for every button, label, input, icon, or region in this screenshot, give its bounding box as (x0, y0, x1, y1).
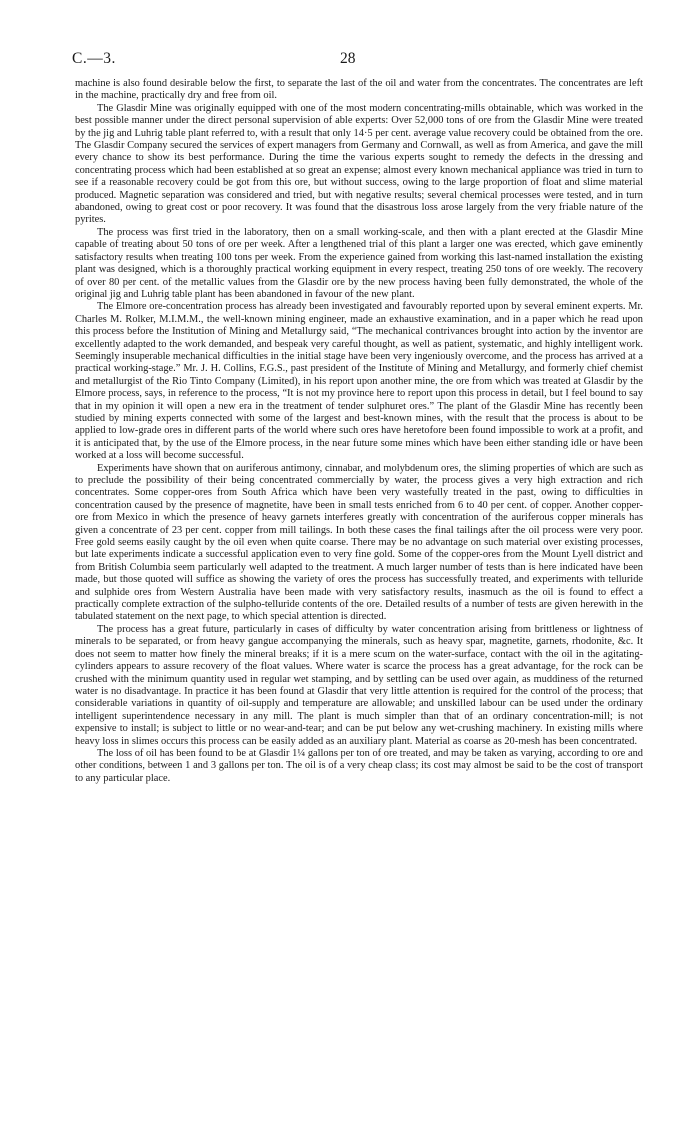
document-reference: C.—3. (72, 50, 116, 67)
paragraph-process-trials: The process was first tried in the laboratory, then on a small working-scale, and then with a plant erected at the Glasdir Mine capable of treating about 50 tons of ore per week. After a lengthened trial of this plant a larger one was erected, which gave eminently satisfactory results when treating 100 tons per week. From the experience gained from working this last-named installation the existing plant was designed, which is a thoroughly practical working equipment in every respect, treating 250 tons of ore weekly. The recovery of over 80 per cent. of the metallic values from the Glasdir ore by the new process having been fully demonstrated, the whole of the original jig and Luhrig table plant has been abandoned in favour of the new plant. (75, 226, 643, 300)
paragraph-oil-loss: The loss of oil has been found to be at Glasdir 1¼ gallons per ton of ore treated, and may be taken as varying, according to ore and other conditions, between 1 and 3 gallons per ton. The oil is of a very cheap class; its cost may almost be said to be the cost of transport to any particular place. (75, 747, 643, 784)
paragraph-process-future: The process has a great future, particularly in cases of difficulty by water concentration arising from brittleness or lightness of minerals to be separated, or from heavy gangue accompanying the minerals, such as heavy spar, magnetite, garnets, rhodonite, &c. It does not seem to matter how finely the mineral breaks; if it is a mere scum on the water-surface, contact with the oil in the agitating-cylinders appears to assure recovery of the float values. Where water is scarce the process has a great advantage, for the rock can be crushed with the minimum quantity used in regular wet stamping, and by settling can be used over again, as muddiness of the returned water is no disadvantage. In practice it has been found at Glasdir that very little attention is required for the control of the process; that considerable variations in quantity of oil-supply and temperature are allowable; and unskilled labour can be used under the ordinary intelligent superintendence necessary in any mill. The plant is much simpler than that of an ordinary concentration-mill; is not expensive to install; is subject to little or no wear-and-tear; and can be put below any wet-crushing machinery. In existing mills where heavy loss in slimes occurs this process can be easily added as an auxiliary plant. Material as coarse as 20-mesh has been concentrated. (75, 623, 643, 747)
page-header (72, 50, 642, 70)
paragraph-experiments: Experiments have shown that on auriferous antimony, cinnabar, and molybdenum ores, the sliming properties of which are such as to preclude the possibility of their being concentrated commercially by water, the process gives a very high extraction and rich concentrates. Some copper-ores from South Africa which have been very wastefully treated in the past, owing to difficulties in concentration caused by the presence of magnetite, have been in small tests enriched from 6 to 40 per cent. of copper. Another copper-ore from Mexico in which the presence of heavy garnets interferes greatly with concentration of the auriferous copper minerals has given a concentrate of 23 per cent. copper from mill tailings. In both these cases the final tailings after the oil process were very poor. Free gold seems easily caught by the oil even when quite coarse. There may be no advantage on such material over existing processes, but late experiments indicate a successful application even to very fine gold. Some of the copper-ores from the Mount Lyell district and from British Columbia seem particularly well adapted to the treatment. A much larger number of tests than is here indicated have been made, but those quoted will suffice as showing the variety of ores the process has successfully treated, and experiments with telluride and sulphide ores from Western Australia have been made with very satisfactory results, inasmuch as the oil is found to effect a practically complete extraction of the sulpho-telluride contents of the ore. Detailed results of a number of tests are given herewith in the tabulated statement on the next page, to which special attention is directed. (75, 462, 643, 623)
page-number: 28 (340, 50, 356, 67)
paragraph-elmore-process: The Elmore ore-concentration process has already been investigated and favourably reported upon by several eminent experts. Mr. Charles M. Rolker, M.I.M.M., the well-known mining engineer, made an exhaustive examination, and in a paper which he read upon this process before the Institution of Mining and Metallurgy said, “The mechanical contrivances brought into action by the inventor are excellently adapted to the work demanded, and bespeak very careful thought, as well as patient, systematic, and highly intelligent work. Seemingly insuperable mechanical difficulties in the initial stage have been very ingeniously overcome, and the process has arrived at a practical working-stage.” Mr. J. H. Collins, F.G.S., past president of the Institute of Mining and Metallurgy, and formerly chief chemist and metallurgist of the Rio Tinto Company (Limited), in his report upon another mine, the ore from which was treated at Glasdir by the Elmore process, says, in reference to the process, “It is not my province here to report upon this process in detail, but I feel bound to say that in my opinion it will open a new era in the treatment of tender sulphuret ores.” The plant of the Glasdir Mine has recently been studied by mining experts connected with some of the largest and best-known mines, with the result that the process is about to be applied to low-grade ores in different parts of the world where such ores have heretofore been found impossible to work at a profit, and it is anticipated that, by the use of the Elmore process, in the near future some mines which have been either standing idle or have been worked at a loss will become successful. (75, 301, 643, 462)
paragraph-continuation: machine is also found desirable below the first, to separate the last of the oil and water from the concentrates. The concentrates are left in the machine, practically dry and free from oil. (75, 78, 643, 102)
paragraph-glasdir-mine: The Glasdir Mine was originally equipped with one of the most modern concentrating-mills obtainable, which was worked in the best possible manner under the direct personal supervision of able experts: Over 52,000 tons of ore from the Glasdir Mine were treated by the jig and Luhrig table plant referred to, with a result that only 14·5 per cent. average value recovery could be obtained from the ore. The Glasdir Company secured the services of expert managers from Germany and Cornwall, as well as from America, and gave the mill every chance to show its best performance. During the time the various experts sought to remedy the defects in the dressing and concentrating process which had been established at so great an expense; almost every known mechanical appliance was tried in turn to see if a reasonable recovery could be got from this ore, but without success, owing to the large proportion of float and slime material produced. Magnetic separation was considered and tried, but with negative results; several chemical processes were tested, and in turn abandoned, owing to great cost or poor recovery. It was found that the disastrous loss arose largely from the very friable nature of the pyrites. (75, 102, 643, 226)
body-text (75, 78, 643, 785)
